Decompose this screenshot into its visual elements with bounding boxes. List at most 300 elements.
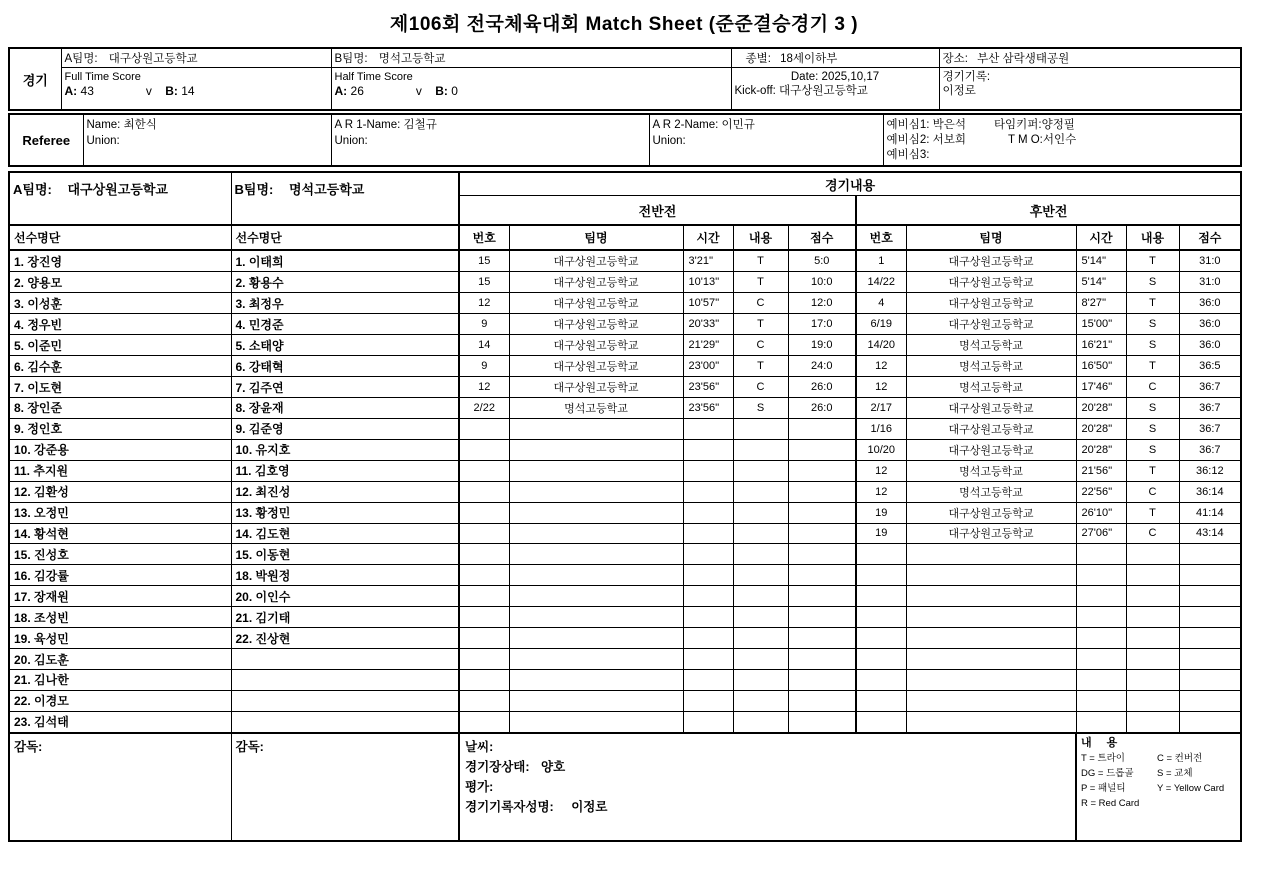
full-time-score-cell	[61, 67, 331, 110]
reserve-officials-cell	[883, 114, 1241, 166]
team-a-name: 대구상원고등학교	[108, 52, 198, 65]
team-b-label: B팀명:	[334, 52, 368, 65]
full-time-b-label: B:	[165, 83, 178, 98]
player-name-a: 17. 장재원	[9, 586, 231, 607]
legend-lines	[1081, 751, 1236, 811]
event-score-first-half: 24:0	[788, 356, 856, 377]
player-name-b: 3. 최정우	[231, 293, 459, 314]
player-name-a: 14. 황석현	[9, 523, 231, 544]
recorder-line	[465, 797, 1070, 817]
event-type-first-half	[733, 607, 788, 628]
event-team-first-half	[509, 460, 683, 481]
event-type-first-half	[733, 628, 788, 649]
event-time-second-half	[1076, 628, 1126, 649]
event-team-second-half: 명석고등학교	[906, 460, 1076, 481]
event-team-first-half: 대구상원고등학교	[509, 314, 683, 335]
event-time-first-half	[683, 523, 733, 544]
event-team-first-half	[509, 649, 683, 670]
venue-cell	[939, 48, 1241, 67]
event-score-first-half	[788, 460, 856, 481]
evaluation-label: 평가:	[465, 779, 494, 794]
event-number-first-half: 14	[459, 335, 509, 356]
event-type-second-half: S	[1126, 335, 1179, 356]
roster-event-row	[9, 397, 1241, 418]
event-number-second-half	[856, 565, 906, 586]
event-score-second-half	[1179, 628, 1241, 649]
full-time-label: Full Time Score	[64, 70, 141, 83]
col-header-number: 번호	[459, 225, 509, 251]
player-name-a: 9. 정인호	[9, 418, 231, 439]
event-type-second-half	[1126, 649, 1179, 670]
roster-team-b-name: 명석고등학교	[288, 182, 365, 197]
event-number-first-half	[459, 586, 509, 607]
legend-key: S = 교체	[1157, 767, 1193, 779]
player-name-a: 19. 육성민	[9, 628, 231, 649]
roster-team-b-label: B팀명:	[234, 182, 274, 197]
event-number-second-half	[856, 711, 906, 733]
event-time-second-half: 5'14''	[1076, 250, 1126, 272]
event-type-first-half	[733, 502, 788, 523]
event-type-second-half: T	[1126, 293, 1179, 314]
event-score-second-half	[1179, 544, 1241, 565]
event-time-first-half	[683, 502, 733, 523]
date-value: Date: 2025,10,17	[790, 70, 880, 83]
recorder-value: 이정로	[571, 799, 608, 814]
half-time-score-cell	[331, 67, 731, 110]
col-header-number: 번호	[856, 225, 906, 251]
event-time-second-half: 16'21''	[1076, 335, 1126, 356]
event-type-first-half: C	[733, 293, 788, 314]
event-time-first-half	[683, 711, 733, 733]
event-number-second-half	[856, 669, 906, 690]
event-time-first-half	[683, 607, 733, 628]
event-number-first-half	[459, 690, 509, 711]
event-type-first-half	[733, 460, 788, 481]
half-time-score	[335, 84, 728, 98]
roster-event-row	[9, 439, 1241, 460]
player-name-b: 21. 김기태	[231, 607, 459, 628]
event-team-first-half	[509, 628, 683, 649]
event-number-second-half: 12	[856, 481, 906, 502]
roster-event-row	[9, 356, 1241, 377]
event-team-first-half	[509, 439, 683, 460]
col-header-type: 내용	[1126, 225, 1179, 251]
player-name-b: 13. 황정민	[231, 502, 459, 523]
event-team-second-half	[906, 690, 1076, 711]
event-type-second-half	[1126, 544, 1179, 565]
roster-event-row	[9, 293, 1241, 314]
col-header-type: 내용	[733, 225, 788, 251]
legend-key: P = 패널티	[1081, 782, 1126, 794]
roster-event-row	[9, 690, 1241, 711]
event-score-second-half: 36:7	[1179, 418, 1241, 439]
legend-key: T = 트라이	[1081, 752, 1125, 764]
col-header-time: 시간	[1076, 225, 1126, 251]
event-team-second-half: 대구상원고등학교	[906, 397, 1076, 418]
event-type-second-half: C	[1126, 377, 1179, 398]
player-name-b: 10. 유지호	[231, 439, 459, 460]
roster-event-row	[9, 460, 1241, 481]
event-time-second-half: 5'14''	[1076, 272, 1126, 293]
event-score-second-half: 36:0	[1179, 293, 1241, 314]
event-time-second-half: 21'56''	[1076, 460, 1126, 481]
player-name-a: 6. 김수훈	[9, 356, 231, 377]
col-header-team: 팀명	[509, 225, 683, 251]
col-header-time: 시간	[683, 225, 733, 251]
roster-team-a-name: 대구상원고등학교	[67, 182, 168, 197]
player-name-b	[231, 690, 459, 711]
legend-line	[1081, 781, 1236, 796]
event-type-second-half: S	[1126, 418, 1179, 439]
event-team-first-half	[509, 669, 683, 690]
event-team-second-half	[906, 565, 1076, 586]
event-team-first-half: 대구상원고등학교	[509, 293, 683, 314]
event-time-first-half	[683, 460, 733, 481]
event-team-first-half: 대구상원고등학교	[509, 335, 683, 356]
event-team-first-half	[509, 607, 683, 628]
event-time-second-half	[1076, 649, 1126, 670]
event-team-second-half: 대구상원고등학교	[906, 439, 1076, 460]
player-name-b	[231, 649, 459, 670]
event-type-second-half: T	[1126, 250, 1179, 272]
event-type-second-half	[1126, 690, 1179, 711]
legend-line	[1081, 751, 1236, 766]
player-name-a: 22. 이경모	[9, 690, 231, 711]
event-time-first-half	[683, 649, 733, 670]
event-type-first-half: T	[733, 356, 788, 377]
event-type-second-half: S	[1126, 397, 1179, 418]
event-number-second-half: 2/17	[856, 397, 906, 418]
roster-event-row	[9, 335, 1241, 356]
event-team-second-half: 대구상원고등학교	[906, 523, 1076, 544]
event-type-first-half	[733, 418, 788, 439]
event-team-second-half: 명석고등학교	[906, 377, 1076, 398]
event-score-first-half	[788, 502, 856, 523]
player-name-a: 20. 김도훈	[9, 649, 231, 670]
weather-label: 날씨:	[465, 739, 494, 754]
event-score-first-half	[788, 418, 856, 439]
event-score-first-half	[788, 586, 856, 607]
player-name-b: 15. 이동현	[231, 544, 459, 565]
event-score-first-half	[788, 711, 856, 733]
event-team-second-half	[906, 628, 1076, 649]
roster-event-row	[9, 669, 1241, 690]
event-type-first-half	[733, 669, 788, 690]
event-team-first-half	[509, 481, 683, 502]
player-name-a: 12. 김환성	[9, 481, 231, 502]
team-b-name-cell	[331, 48, 731, 67]
event-time-first-half	[683, 690, 733, 711]
event-team-first-half: 대구상원고등학교	[509, 377, 683, 398]
referee-name-cell	[83, 114, 331, 166]
event-number-second-half: 14/22	[856, 272, 906, 293]
event-time-first-half: 23'56''	[683, 397, 733, 418]
event-score-second-half	[1179, 690, 1241, 711]
record-label: 경기기록:	[942, 70, 991, 83]
roster-event-row	[9, 711, 1241, 733]
ar2-name: A R 2-Name: 이민규	[652, 119, 755, 131]
event-time-second-half: 8'27''	[1076, 293, 1126, 314]
event-number-first-half	[459, 460, 509, 481]
event-team-second-half	[906, 669, 1076, 690]
event-team-second-half	[906, 544, 1076, 565]
event-time-first-half	[683, 439, 733, 460]
event-type-second-half	[1126, 628, 1179, 649]
event-team-second-half: 대구상원고등학교	[906, 250, 1076, 272]
event-score-second-half	[1179, 711, 1241, 733]
event-number-second-half: 6/19	[856, 314, 906, 335]
event-team-second-half: 대구상원고등학교	[906, 314, 1076, 335]
event-team-first-half	[509, 586, 683, 607]
event-type-first-half	[733, 523, 788, 544]
ar1-name: A R 1-Name: 김철규	[334, 119, 437, 131]
event-number-second-half: 4	[856, 293, 906, 314]
event-number-first-half: 9	[459, 314, 509, 335]
event-type-second-half	[1126, 669, 1179, 690]
event-type-first-half	[733, 439, 788, 460]
event-type-first-half: C	[733, 377, 788, 398]
event-team-first-half	[509, 418, 683, 439]
referee-union: Union:	[86, 135, 120, 147]
event-score-first-half	[788, 669, 856, 690]
event-number-first-half: 15	[459, 272, 509, 293]
event-type-second-half: C	[1126, 481, 1179, 502]
coach-b-cell: 감독:	[231, 733, 459, 841]
full-time-b-value: 14	[181, 83, 195, 98]
event-time-second-half: 20'28''	[1076, 397, 1126, 418]
player-name-b: 11. 김호영	[231, 460, 459, 481]
event-number-second-half: 14/20	[856, 335, 906, 356]
recorder-label: 경기기록자성명:	[465, 799, 554, 814]
event-number-second-half: 10/20	[856, 439, 906, 460]
event-type-first-half	[733, 481, 788, 502]
event-score-first-half: 19:0	[788, 335, 856, 356]
player-name-a: 8. 장인준	[9, 397, 231, 418]
player-name-a: 10. 강준용	[9, 439, 231, 460]
record-keeper-cell	[939, 67, 1241, 110]
event-type-first-half	[733, 649, 788, 670]
event-type-first-half	[733, 565, 788, 586]
event-type-second-half: S	[1126, 314, 1179, 335]
half-time-label: Half Time Score	[334, 70, 413, 83]
event-type-second-half: S	[1126, 439, 1179, 460]
category-cell	[731, 48, 939, 67]
event-number-second-half: 1/16	[856, 418, 906, 439]
legend-line	[1081, 766, 1236, 781]
first-half-title: 전반전	[459, 196, 856, 225]
event-score-second-half	[1179, 586, 1241, 607]
event-time-second-half: 27'06''	[1076, 523, 1126, 544]
event-team-first-half	[509, 711, 683, 733]
event-score-second-half: 36:7	[1179, 397, 1241, 418]
player-name-a: 18. 조성빈	[9, 607, 231, 628]
ar2-cell	[649, 114, 883, 166]
player-name-a: 15. 진성호	[9, 544, 231, 565]
player-name-a: 2. 양용모	[9, 272, 231, 293]
event-score-second-half	[1179, 669, 1241, 690]
event-team-second-half: 대구상원고등학교	[906, 272, 1076, 293]
event-time-first-half: 20'33''	[683, 314, 733, 335]
ar2-union: Union:	[652, 135, 686, 147]
event-number-second-half: 19	[856, 502, 906, 523]
referee-name: Name: 최한식	[86, 119, 157, 131]
event-type-second-half: S	[1126, 272, 1179, 293]
event-number-first-half: 12	[459, 293, 509, 314]
ar1-union: Union:	[334, 135, 368, 147]
event-type-second-half	[1126, 565, 1179, 586]
event-number-first-half: 12	[459, 377, 509, 398]
roster-team-b-header	[231, 172, 459, 225]
player-name-b	[231, 669, 459, 690]
player-name-b: 20. 이인수	[231, 586, 459, 607]
roster-team-a-label: A팀명:	[13, 182, 52, 197]
event-number-first-half: 15	[459, 250, 509, 272]
event-team-first-half: 대구상원고등학교	[509, 272, 683, 293]
venue-value: 부산 삼락생태공원	[977, 52, 1070, 65]
half-time-b-value: 0	[451, 83, 458, 98]
event-number-second-half: 12	[856, 460, 906, 481]
event-time-first-half	[683, 544, 733, 565]
kickoff-value: Kick-off: 대구상원고등학교	[734, 84, 868, 97]
event-number-second-half	[856, 544, 906, 565]
roster-event-row	[9, 649, 1241, 670]
main-table	[8, 171, 1242, 842]
event-time-second-half	[1076, 544, 1126, 565]
player-name-b: 2. 황용수	[231, 272, 459, 293]
event-type-second-half	[1126, 586, 1179, 607]
event-number-second-half: 12	[856, 377, 906, 398]
full-time-score	[65, 84, 328, 98]
event-score-first-half	[788, 544, 856, 565]
reserve1: 예비심1: 박은석	[886, 118, 966, 131]
event-score-second-half: 36:5	[1179, 356, 1241, 377]
event-time-second-half: 15'00''	[1076, 314, 1126, 335]
timekeeper-tmo	[994, 118, 1076, 163]
half-time-b-label: B:	[435, 83, 448, 98]
col-header-score: 점수	[1179, 225, 1241, 251]
col-header-team: 팀명	[906, 225, 1076, 251]
event-type-first-half: C	[733, 335, 788, 356]
event-time-second-half: 20'28''	[1076, 439, 1126, 460]
event-number-first-half	[459, 481, 509, 502]
event-team-second-half: 명석고등학교	[906, 356, 1076, 377]
player-name-a: 3. 이성훈	[9, 293, 231, 314]
event-team-first-half	[509, 565, 683, 586]
event-time-first-half	[683, 586, 733, 607]
roster-event-row	[9, 272, 1241, 293]
event-score-first-half	[788, 649, 856, 670]
event-type-second-half: T	[1126, 460, 1179, 481]
event-type-second-half: T	[1126, 356, 1179, 377]
event-score-second-half: 36:0	[1179, 314, 1241, 335]
event-time-second-half: 26'10''	[1076, 502, 1126, 523]
event-type-first-half	[733, 711, 788, 733]
timekeeper: 타임키퍼:양정필	[993, 118, 1075, 131]
player-name-a: 1. 장진영	[9, 250, 231, 272]
event-number-first-half: 2/22	[459, 397, 509, 418]
player-name-a: 7. 이도현	[9, 377, 231, 398]
event-team-first-half: 대구상원고등학교	[509, 356, 683, 377]
event-team-second-half	[906, 607, 1076, 628]
roster-event-row	[9, 377, 1241, 398]
event-time-second-half: 22'56''	[1076, 481, 1126, 502]
roster-event-row	[9, 314, 1241, 335]
ground-condition	[465, 757, 1070, 777]
player-name-b: 22. 진상현	[231, 628, 459, 649]
event-number-first-half	[459, 544, 509, 565]
event-score-second-half	[1179, 607, 1241, 628]
legend-key: Y = Yellow Card	[1157, 782, 1225, 794]
player-name-a: 4. 정우빈	[9, 314, 231, 335]
player-name-b: 12. 최진성	[231, 481, 459, 502]
date-kickoff-cell	[731, 67, 939, 110]
legend-key: DG = 드롭골	[1081, 767, 1134, 779]
event-time-first-half: 23'00''	[683, 356, 733, 377]
event-team-second-half: 대구상원고등학교	[906, 293, 1076, 314]
team-a-label: A팀명:	[64, 52, 98, 65]
event-score-second-half: 31:0	[1179, 272, 1241, 293]
event-score-second-half	[1179, 649, 1241, 670]
col-header-score: 점수	[788, 225, 856, 251]
event-type-first-half: T	[733, 250, 788, 272]
event-time-first-half: 10'13''	[683, 272, 733, 293]
match-section-label: 경기	[9, 48, 61, 110]
event-time-first-half: 23'56''	[683, 377, 733, 398]
event-type-first-half	[733, 544, 788, 565]
player-name-b: 4. 민경준	[231, 314, 459, 335]
event-score-first-half	[788, 439, 856, 460]
document-title: 제106회 전국체육대회 Match Sheet (준준결승경기 3 )	[389, 14, 859, 35]
player-name-b: 6. 강태혁	[231, 356, 459, 377]
event-time-first-half: 3'21''	[683, 250, 733, 272]
event-team-first-half	[509, 502, 683, 523]
event-score-first-half: 17:0	[788, 314, 856, 335]
event-score-first-half: 26:0	[788, 397, 856, 418]
legend-cell	[1076, 733, 1241, 841]
event-team-second-half: 명석고등학교	[906, 335, 1076, 356]
full-time-a-value: 43	[80, 83, 94, 98]
event-team-first-half	[509, 690, 683, 711]
half-time-a-label: A:	[334, 83, 348, 98]
player-name-b: 9. 김준영	[231, 418, 459, 439]
player-name-b: 14. 김도현	[231, 523, 459, 544]
legend-key: R = Red Card	[1081, 797, 1140, 809]
event-score-second-half	[1179, 565, 1241, 586]
event-time-second-half: 20'28''	[1076, 418, 1126, 439]
ar1-cell	[331, 114, 649, 166]
roster-event-row	[9, 418, 1241, 439]
player-name-a: 13. 오정민	[9, 502, 231, 523]
coach-a-cell: 감독:	[9, 733, 231, 841]
event-score-first-half: 12:0	[788, 293, 856, 314]
event-time-second-half: 17'46''	[1076, 377, 1126, 398]
event-team-first-half: 명석고등학교	[509, 397, 683, 418]
event-time-first-half	[683, 481, 733, 502]
event-score-second-half: 36:7	[1179, 377, 1241, 398]
event-score-first-half: 10:0	[788, 272, 856, 293]
player-name-b: 8. 장윤재	[231, 397, 459, 418]
event-number-first-half	[459, 711, 509, 733]
roster-header-a: 선수명단	[9, 225, 231, 251]
event-score-first-half	[788, 523, 856, 544]
roster-event-row	[9, 607, 1241, 628]
roster-event-row	[9, 481, 1241, 502]
event-time-first-half	[683, 565, 733, 586]
event-team-first-half	[509, 523, 683, 544]
event-score-first-half	[788, 565, 856, 586]
event-type-first-half: S	[733, 397, 788, 418]
event-score-first-half	[788, 607, 856, 628]
